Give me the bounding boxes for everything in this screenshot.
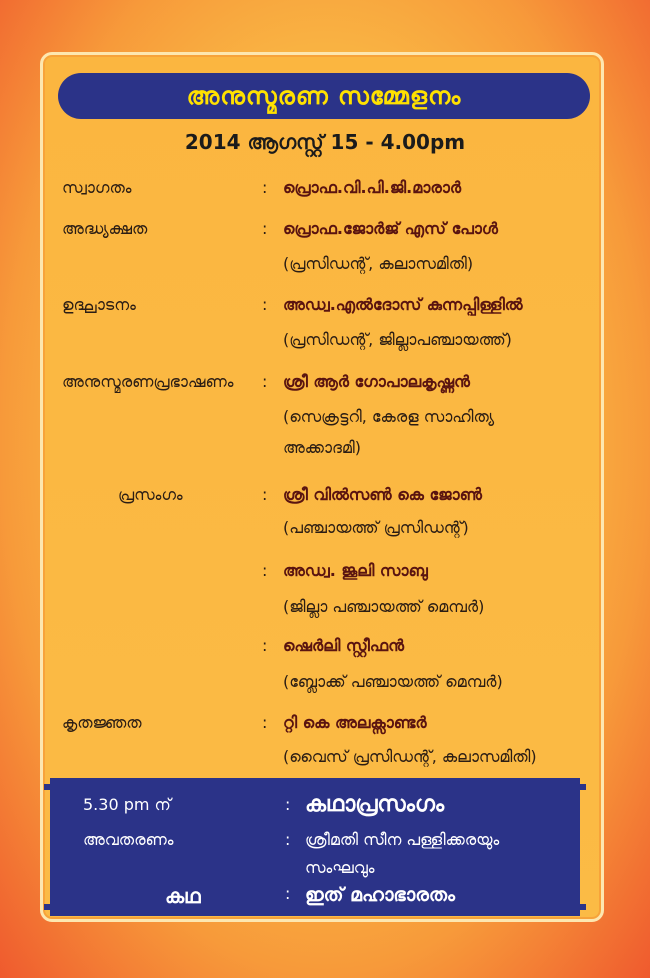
row-subtext: (ബ്ലോക്ക് പഞ്ചായത്ത് മെമ്പർ)	[283, 672, 503, 691]
colon: :	[262, 485, 268, 504]
row-value: അഡ്വ. ജൂലി സാബു	[283, 561, 428, 580]
row-value: ശ്രീ ആർ ഗോപാലകൃഷ്ണൻ	[283, 372, 470, 391]
story-title: ഇത് മഹാഭാരതം	[305, 884, 455, 906]
program-row-inauguration	[0, 295, 650, 325]
row-label: സ്വാഗതം	[62, 178, 132, 197]
program-row-memorial-sub2	[0, 438, 650, 468]
row-value: പ്രൊഫ.വി.പി.ജി.മാരാർ	[283, 178, 462, 197]
colon: :	[285, 795, 291, 814]
program-row-speech-3	[0, 636, 650, 666]
presenter-name-cont: സംഘവും	[305, 858, 375, 877]
row-subtext: അക്കാദമി)	[283, 438, 361, 457]
corner-notch	[580, 904, 586, 910]
row-subtext: (ജില്ലാ പഞ്ചായത്ത് മെമ്പർ)	[283, 597, 485, 616]
title-banner	[58, 73, 590, 119]
row-subtext: (സെക്രട്ടറി, കേരള സാഹിത്യ	[283, 407, 495, 426]
program-row-speech-1	[0, 485, 650, 515]
corner-notch	[44, 904, 50, 910]
colon: :	[262, 561, 268, 580]
colon: :	[285, 884, 291, 903]
story-label: കഥ	[165, 884, 201, 908]
row-label: ഉദ്ഘാടനം	[62, 295, 136, 314]
program-row-welcome	[0, 178, 650, 208]
row-label: അനുസ്മരണപ്രഭാഷണം	[62, 372, 234, 391]
corner-notch	[580, 784, 586, 790]
row-subtext: (പ്രസിഡന്റ്, കലാസമിതി)	[283, 254, 474, 273]
program-row-presidency	[0, 219, 650, 249]
program-row-memorial-speech	[0, 372, 650, 402]
row-label: പ്രസംഗം	[118, 485, 183, 504]
program-row-inauguration-sub	[0, 330, 650, 360]
row-value: അഡ്വ.എൽദോസ് കുന്നപ്പിള്ളിൽ	[283, 295, 523, 314]
event-title: അനുസ്മരണ സമ്മേളനം	[186, 82, 462, 110]
row-label: കൃതജ്ഞത	[62, 713, 142, 732]
row-subtext: (വൈസ് പ്രസിഡന്റ്, കലാസമിതി)	[283, 747, 537, 766]
row-subtext: (പഞ്ചായത്ത് പ്രസിഡന്റ്)	[283, 518, 469, 537]
colon: :	[262, 295, 268, 314]
row-subtext: (പ്രസിഡന്റ്, ജില്ലാപഞ്ചായത്ത്)	[283, 330, 512, 349]
presenter-label: അവതരണം	[83, 830, 174, 849]
colon: :	[262, 372, 268, 391]
row-value: ശ്രീ വിൽസൺ കെ ജോൺ	[283, 485, 483, 504]
event-date: 2014 ആഗസ്റ്റ് 15 - 4.00pm	[184, 130, 466, 154]
corner-notch	[44, 784, 50, 790]
program-row-speech-1-sub	[0, 518, 650, 548]
program-row-thanks-sub	[0, 747, 650, 777]
evening-time-label: 5.30 pm ന്	[83, 795, 171, 814]
colon: :	[285, 830, 291, 849]
program-row-speech-2	[0, 561, 650, 591]
colon: :	[262, 636, 268, 655]
program-row-speech-3-sub	[0, 672, 650, 702]
program-row-speech-2-sub	[0, 597, 650, 627]
colon: :	[262, 178, 268, 197]
presenter-name: ശ്രീമതി സീന പള്ളിക്കരയും	[305, 830, 500, 849]
colon: :	[262, 713, 268, 732]
evening-event: കഥാപ്രസംഗം	[305, 792, 445, 817]
program-row-memorial-sub	[0, 407, 650, 437]
program-row-presidency-sub	[0, 254, 650, 284]
row-value: റ്റി കെ അലക്സാണ്ടർ	[283, 713, 427, 732]
row-value: പ്രൊഫ.ജോർജ് എസ് പോൾ	[283, 219, 498, 238]
row-label: അദ്ധ്യക്ഷത	[62, 219, 148, 238]
program-row-thanks	[0, 713, 650, 743]
colon: :	[262, 219, 268, 238]
row-value: ഷെർലി സ്റ്റീഫൻ	[283, 636, 405, 655]
